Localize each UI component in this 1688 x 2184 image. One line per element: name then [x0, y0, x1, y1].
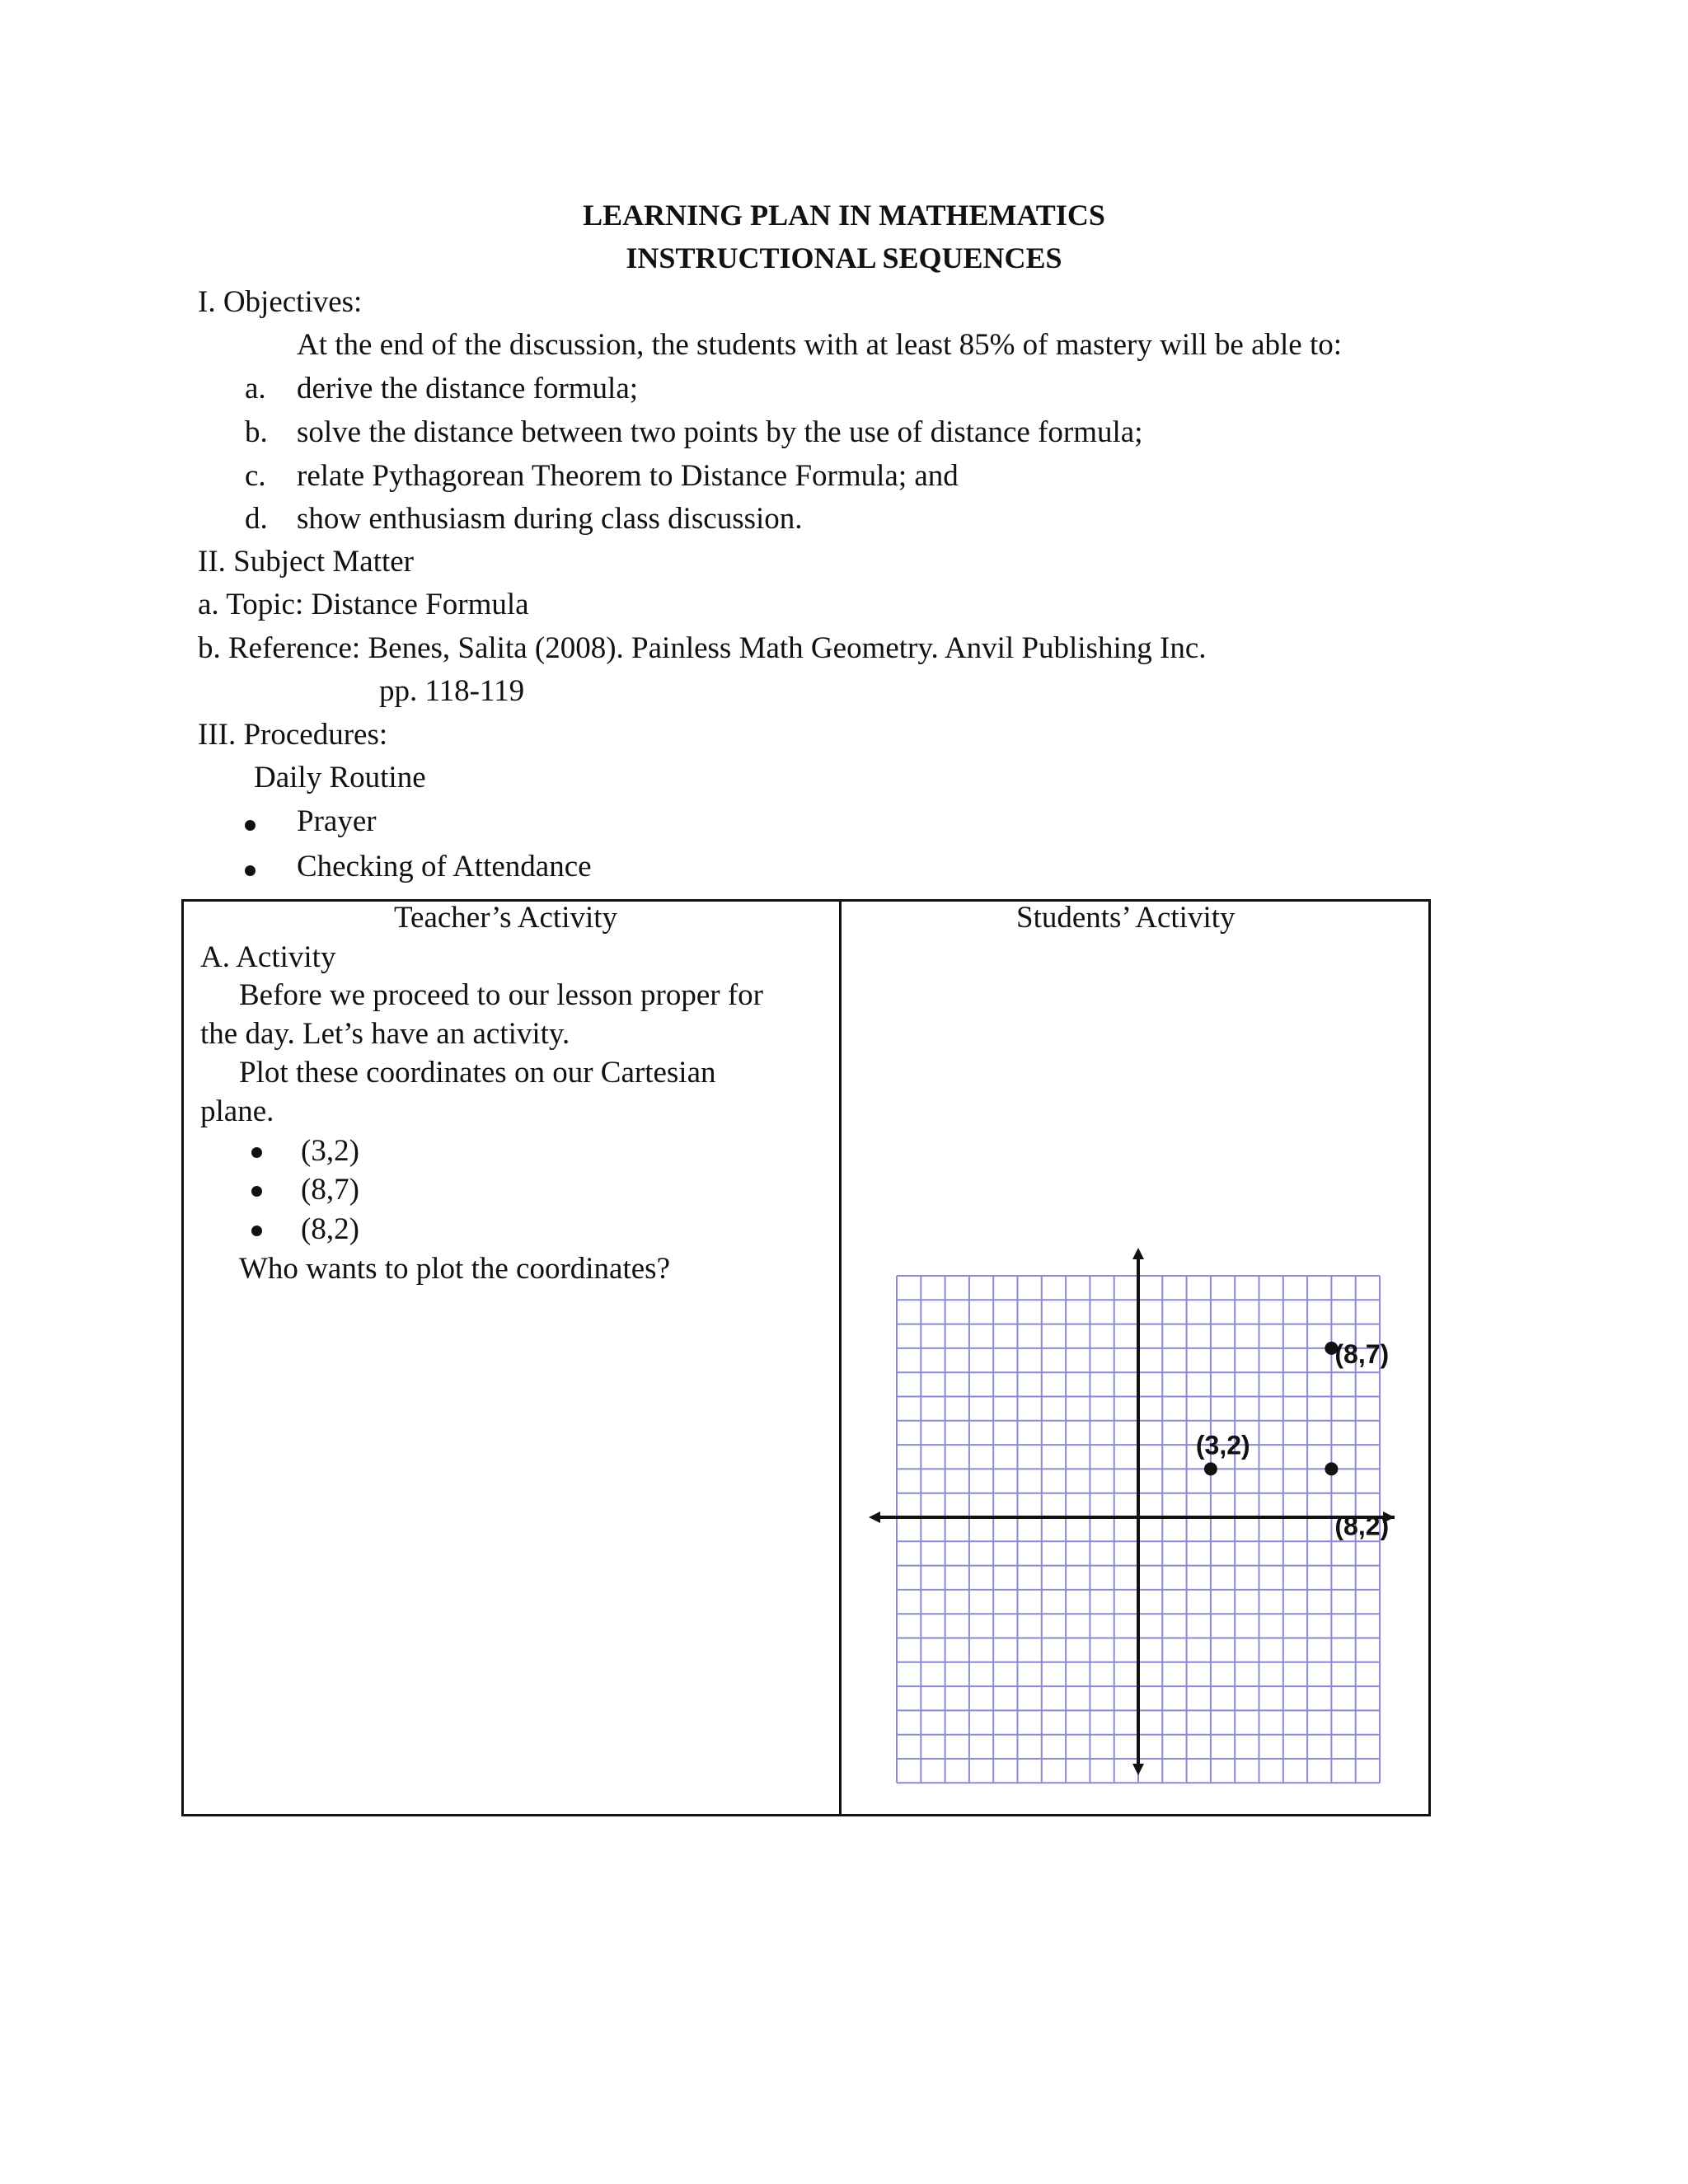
- objective-item: show enthusiasm during class discussion.: [297, 502, 803, 536]
- column-divider: [839, 902, 842, 1814]
- bullet-icon: [251, 1147, 262, 1158]
- teacher-activity-header: Teacher’s Activity: [394, 901, 618, 935]
- bullet-icon: [245, 865, 256, 876]
- axis-arrow-icon: [1132, 1248, 1144, 1259]
- axis-arrow-icon: [1132, 1764, 1144, 1775]
- objectives-heading: I. Objectives:: [198, 285, 363, 319]
- activity-text: Plot these coordinates on our Cartesian: [239, 1056, 716, 1090]
- reference-pages: pp. 118-119: [379, 674, 525, 708]
- daily-routine: Daily Routine: [254, 761, 426, 794]
- objective-marker: b.: [245, 415, 268, 449]
- topic: a. Topic: Distance Formula: [198, 588, 529, 621]
- activity-text: Before we proceed to our lesson proper for: [239, 978, 763, 1012]
- cartesian-plane: [865, 1244, 1401, 1788]
- page-title: LEARNING PLAN IN MATHEMATICS: [583, 199, 1105, 232]
- axes: [869, 1248, 1395, 1775]
- bullet-icon: [251, 1226, 262, 1236]
- activity-text: plane.: [200, 1094, 274, 1128]
- bullet-icon: [251, 1186, 262, 1197]
- page-subtitle: INSTRUCTIONAL SEQUENCES: [626, 241, 1062, 274]
- axis-arrow-icon: [869, 1511, 880, 1523]
- activity-heading: A. Activity: [200, 940, 336, 974]
- objective-item: relate Pythagorean Theorem to Distance Formula; and: [297, 459, 959, 493]
- procedures-heading: III. Procedures:: [198, 718, 388, 752]
- students-activity-header: Students’ Activity: [1016, 901, 1236, 935]
- plot-point: [1325, 1462, 1338, 1475]
- point-label: (8,2): [1334, 1511, 1390, 1541]
- activity-question: Who wants to plot the coordinates?: [239, 1252, 671, 1286]
- plotted-points: [1196, 1339, 1389, 1541]
- subject-matter-heading: II. Subject Matter: [198, 545, 414, 579]
- bullet-icon: [245, 820, 256, 831]
- objective-marker: d.: [245, 502, 268, 536]
- objective-item: solve the distance between two points by the use of distance formula;: [297, 415, 1143, 449]
- reference: b. Reference: Benes, Salita (2008). Painless Math Geometry. Anvil Publishing Inc.: [198, 631, 1207, 665]
- point-label: (8,7): [1334, 1338, 1390, 1369]
- routine-item: Prayer: [297, 804, 377, 838]
- plot-point: [1204, 1462, 1217, 1475]
- objectives-intro: At the end of the discussion, the students with at least 85% of mastery will be able to:: [297, 328, 1343, 362]
- objective-marker: c.: [245, 459, 266, 493]
- objective-marker: a.: [245, 372, 266, 405]
- activity-text: the day. Let’s have an activity.: [200, 1017, 570, 1051]
- coordinate-item: (8,7): [301, 1173, 359, 1207]
- objective-item: derive the distance formula;: [297, 372, 639, 405]
- routine-item: Checking of Attendance: [297, 850, 592, 883]
- coordinate-item: (8,2): [301, 1212, 359, 1246]
- point-label: (3,2): [1195, 1430, 1250, 1460]
- coordinate-item: (3,2): [301, 1134, 359, 1168]
